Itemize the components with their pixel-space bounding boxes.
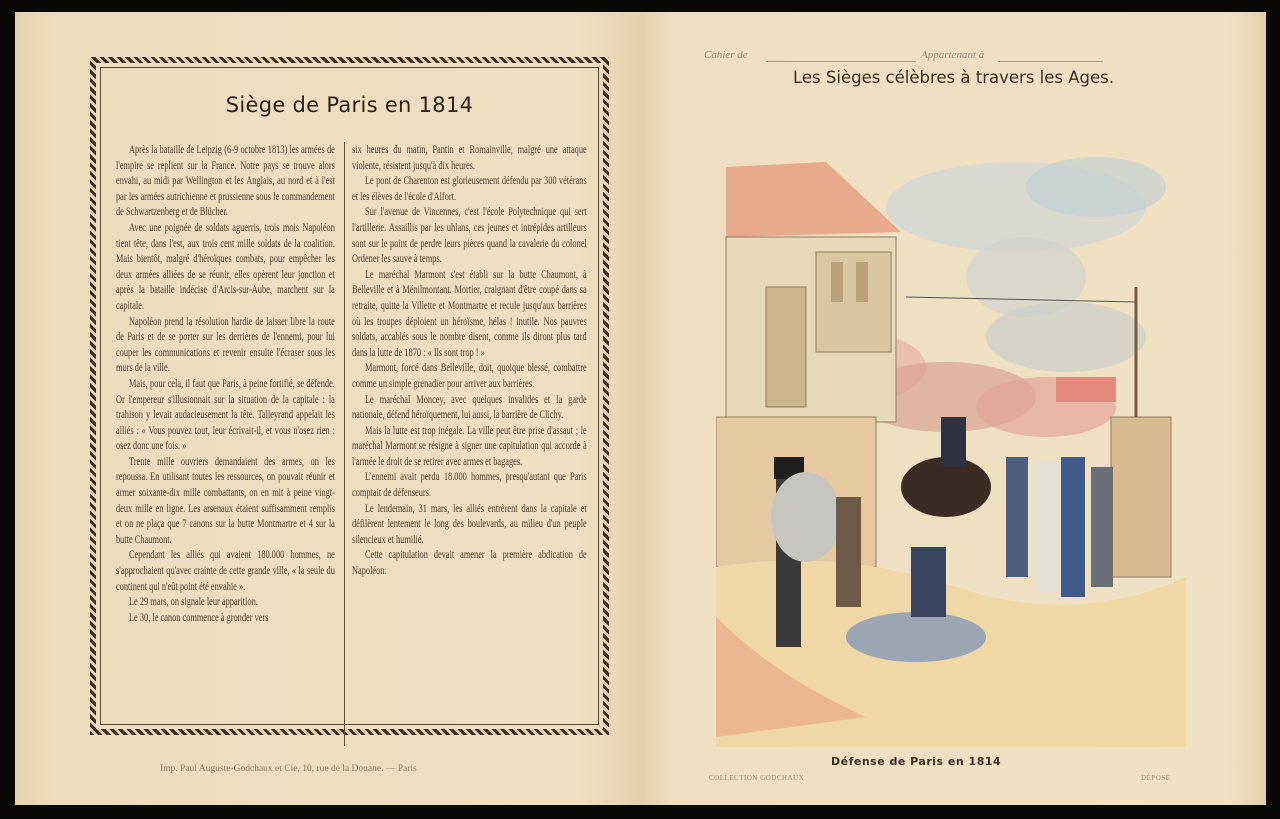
cahier-blank-line (766, 61, 916, 62)
paragraph: L'ennemi avait perdu 18.000 hommes, presqu'autant que Paris comptait de défenseurs. (352, 470, 587, 500)
paragraph: Marmont, forcé dans Belleville, doit, quoique blessé, combattre comme un simple grenadier pour arriver aux barrières. (352, 361, 587, 390)
printer-imprint: Imp. Paul Auguste-Godchaux et Cie, 10, rue de la Douane. — Paris (160, 764, 417, 774)
column-divider (344, 142, 345, 746)
paragraph: Après la bataille de Leipzig (6-9 octobre 1813) les armées de l'empire se replient sur la France. Notre pays se trouve alors envahi, au midi par Wellington et les Anglais, au nord et à l'est par les armées autrichienne et prussienne sous le commandement de Schwartzenberg et de Blücher. (116, 143, 335, 219)
paragraph: Le 29 mars, on signale leur apparition. (128, 595, 258, 609)
paragraph: Cependant les alliés qui avaient 180.000 hommes, ne s'approchaient qu'avec crainte de cette grande ville, « la seule du continent qui n'eût point été envahie ». (116, 548, 335, 593)
collection-label: COLLECTION GODCHAUX (709, 774, 805, 782)
paragraph: Le lendemain, 31 mars, les alliés entrèrent dans la capitale et défilèrent lentement le long des boulevards, au milieu d'un peuple silencieux et humilié. (352, 501, 587, 546)
appartenant-blank-line (998, 61, 1103, 62)
paragraph: Mais, pour cela, il faut que Paris, à peine fortifié, se défende. Or l'empereur s'illusionnait sur la situation de la capitale : la trahison y levait audacieusement la tête. Talleyrand appelait les alliés : « Vous pouvez tout, leur écrivait-il, et vous n'osez rien : osez donc une fois. » (116, 376, 335, 453)
right-page (641, 12, 1266, 805)
paragraph: Sur l'avenue de Vincennes, c'est l'école Polytechnique qui sert l'artillerie. Assaillis par les uhlans, ces jeunes et intrépides artilleurs sont sur le point de perdre leurs pièces quand la cavalerie du colonel Ordener les sauve à temps. (352, 205, 587, 266)
decorative-border (90, 57, 609, 735)
illustration-caption: Défense de Paris en 1814 (831, 755, 1002, 768)
cahier-label: Cahier de (704, 49, 748, 61)
paragraph: Avec une poignée de soldats aguerris, trois mois Napoléon tient tête, dans l'est, aux trois cent mille soldats de la coalition. Mais bientôt, malgré d'héroïques combats, pour empêcher les deux armées alliées de se réunir, elles opèrent leur jonction et après la bataille indécise d'Arcis-sur-Aube, marchent sur la capitale. (116, 220, 335, 312)
paragraph: Trente mille ouvriers demandaient des armes, on les repoussa. En utilisant toutes les ressources, on pouvait réunir et armer soixante-dix mille combattants, on en mit à peine vingt-deux mille en ligne. Les arsenaux étaient suffisamment remplis et on ne plaça que 7 canons sur la butte Montmartre et 4 sur la butte Chaumont. (116, 454, 335, 546)
left-page (15, 12, 641, 805)
paragraph: Cette capitulation devait amener la première abdication de Napoléon. (352, 548, 587, 578)
series-title: Les Sièges célèbres à travers les Ages. (792, 68, 1114, 87)
article-title: Siège de Paris en 1814 (225, 93, 474, 117)
paragraph: Napoléon prend la résolution hardie de laisser libre la route de Paris et de se porter sur les derrières de l'ennemi, pour lui couper les communications et revenir ensuite l'écraser sous les murs de la ville. (116, 314, 335, 375)
appartenant-label: Appartenant à (921, 49, 985, 61)
battle-illustration (716, 157, 1186, 747)
paragraph: Le pont de Charenton est glorieusement défendu par 300 vétérans et les élèves de l'école d'Alfort. (352, 174, 587, 203)
paragraph: Le maréchal Moncey, avec quelques invalides et la garde nationale, défend héroïquement, lui aussi, la barrière de Clichy. (352, 392, 587, 422)
paragraph: Mais la lutte est trop inégale. La ville peut être prise d'assaut ; le maréchal Marmont se résigne à signer une capitulation qui accorde à l'armée le droit de se retirer avec armes et bagages. (352, 423, 587, 468)
paragraph: six heures du matin, Pantin et Romainville, malgré une attaque violente, résistent jusqu'à dix heures. (352, 143, 587, 172)
building (726, 162, 901, 422)
paragraph: Le 30, le canon commence à gronder vers (128, 610, 269, 624)
depose-label: DÉPOSÉ (1141, 774, 1171, 782)
text-column-left (116, 142, 335, 625)
text-column-right (352, 142, 587, 579)
paragraph: Le maréchal Marmont s'est établi sur la butte Chaumont, à Belleville et à Ménilmontant. Mortier, craignant d'être coupé dans sa retraite, quitte la Villette et Montmartre et recule jusqu'aux barrières où les troupes déploient un héroïsme, hélas ! inutile. Nos pauvres soldats, accablés sous le nombre disent, comme ils diront plus tard dans la lutte de 1870 : « Ils sont trop ! » (352, 267, 587, 359)
